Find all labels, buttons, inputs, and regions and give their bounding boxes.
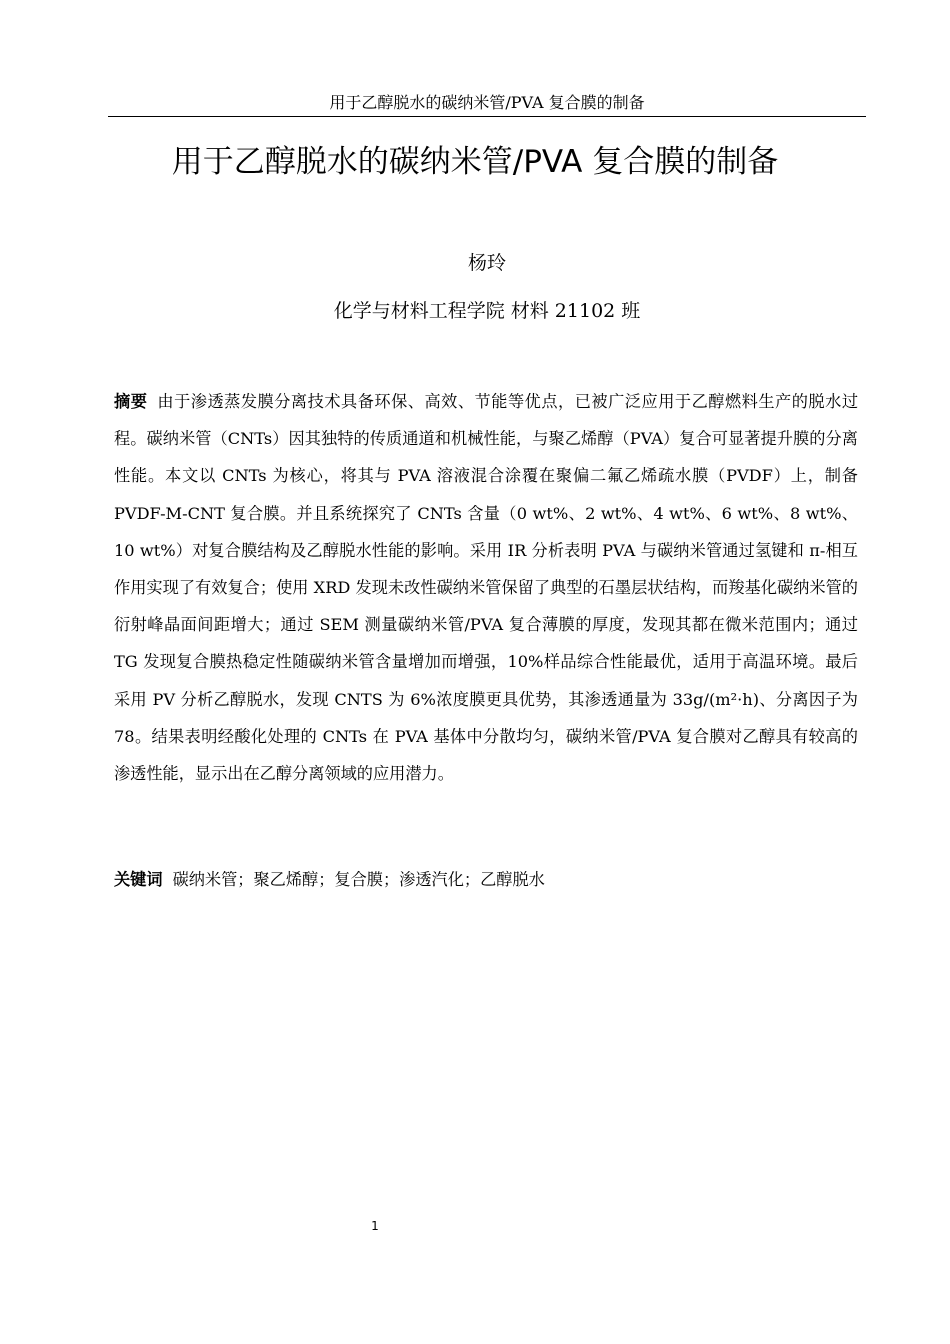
author-name: 杨玲 <box>467 252 506 274</box>
running-header: 用于乙醇脱水的碳纳米管/PVA 复合膜的制备 <box>329 93 645 112</box>
keywords-text: 碳纳米管；聚乙烯醇；复合膜；渗透汽化；乙醇脱水 <box>172 870 545 889</box>
author-affiliation: 化学与材料工程学院 材料 21102 班 <box>333 300 641 322</box>
abstract-label: 摘要 <box>114 392 148 411</box>
page-number: 1 <box>371 1219 379 1233</box>
keywords-label: 关键词 <box>114 870 163 889</box>
abstract-text: 由于渗透蒸发膜分离技术具备环保、高效、节能等优点，已被广泛应用于乙醇燃料生产的脱水过程。碳纳米管（CNTs）因其独特的传质通道和机械性能，与聚乙烯醇（PVA）复合可显著提升膜的分离性能。本文以 CNTs 为核心，将其与 PVA 溶液混合涂覆在聚偏二氟乙烯疏水膜（PVDF）上，制备 PVDF-M-CNT 复合膜。并且系统探究了 CNTs 含量（0 wt%、2 wt%、4 wt%、6 wt%、8 wt%、10 wt%）对复合膜结构及乙醇脱水性能的影响。采用 IR 分析表明 PVA 与碳纳米管通过氢键和 π-相互作用实现了有效复合；使用 XRD 发现未改性碳纳米管保留了典型的石墨层状结构，而羧基化碳纳米管的衍射峰晶面间距增大；通过 SEM 测量碳纳米管/PVA 复合薄膜的厚度，发现其都在微米范围内；通过 TG 发现复合膜热稳定性随碳纳米管含量增加而增强，10%样品综合性能最优，适用于高温环境。最后采用 PV 分析乙醇脱水，发现 CNTS 为 6%浓度膜更具优势，其渗透通量为 33g/(m²·h)、分离因子为 78。结果表明经酸化处理的 CNTs 在 PVA 基体中分散均匀，碳纳米管/PVA 复合膜对乙醇具有较高的渗透性能，显示出在乙醇分离领域的应用潜力。 <box>114 392 859 784</box>
paper-title: 用于乙醇脱水的碳纳米管/PVA 复合膜的制备 <box>171 144 779 180</box>
abstract <box>114 383 858 792</box>
header-divider <box>108 116 866 117</box>
keywords <box>114 866 858 894</box>
